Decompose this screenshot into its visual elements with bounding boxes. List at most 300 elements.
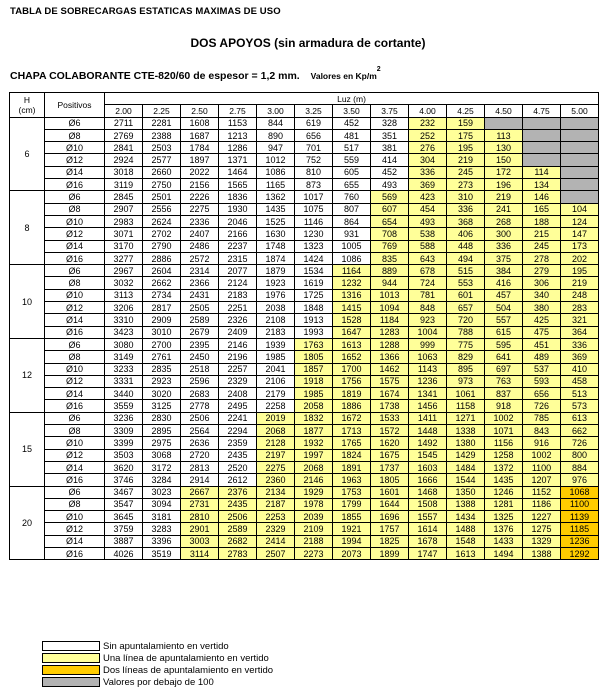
value-cell: 215 — [523, 228, 561, 240]
value-cell: 1985 — [257, 351, 295, 363]
tie-cell: Ø6 — [45, 338, 105, 350]
tie-cell: Ø6 — [45, 117, 105, 129]
table-row — [10, 425, 599, 437]
span-header-cell: 2.50 — [181, 105, 219, 117]
value-cell — [561, 166, 599, 178]
value-cell: 3503 — [105, 449, 143, 461]
value-cell: 1002 — [485, 412, 523, 424]
value-cell: 569 — [371, 191, 409, 203]
value-cell: 1380 — [447, 437, 485, 449]
value-cell: 1494 — [485, 547, 523, 559]
value-cell: 2275 — [181, 203, 219, 215]
value-cell: 2667 — [181, 486, 219, 498]
table-row — [10, 388, 599, 400]
value-cell: 2923 — [143, 375, 181, 387]
value-cell: 1891 — [333, 461, 371, 473]
value-cell: 807 — [333, 203, 371, 215]
value-cell: 2068 — [295, 461, 333, 473]
value-cell: 1700 — [333, 363, 371, 375]
value-cell: 2187 — [257, 498, 295, 510]
value-cell: 1756 — [333, 375, 371, 387]
value-cell: 1528 — [333, 314, 371, 326]
value-cell: 918 — [485, 400, 523, 412]
value-cell: 844 — [257, 117, 295, 129]
value-cell: 678 — [409, 265, 447, 277]
table-row — [10, 265, 599, 277]
value-cell: 724 — [409, 277, 447, 289]
value-cell: 457 — [485, 289, 523, 301]
table-row — [10, 523, 599, 535]
value-cell: 2761 — [143, 351, 181, 363]
value-cell: 1411 — [409, 412, 447, 424]
value-cell: 3125 — [143, 400, 181, 412]
value-cell: 3467 — [105, 486, 143, 498]
value-cell: 172 — [485, 166, 523, 178]
table-row — [10, 203, 599, 215]
value-cell: 147 — [561, 228, 599, 240]
value-cell: 2486 — [181, 240, 219, 252]
value-cell: 273 — [447, 179, 485, 191]
value-cell: 2596 — [181, 375, 219, 387]
value-cell: 2038 — [257, 302, 295, 314]
value-cell: 2073 — [333, 547, 371, 559]
value-cell: 643 — [409, 252, 447, 264]
value-cell: 2909 — [143, 314, 181, 326]
value-cell: 1362 — [257, 191, 295, 203]
value-cell: 1013 — [371, 289, 409, 301]
value-cell: 2783 — [219, 547, 257, 559]
value-cell: 2679 — [181, 326, 219, 338]
value-cell: 1068 — [561, 486, 599, 498]
value-cell: 2845 — [105, 191, 143, 203]
table-row — [10, 314, 599, 326]
value-cell: 3519 — [143, 547, 181, 559]
tie-cell: Ø16 — [45, 547, 105, 559]
table-row — [10, 277, 599, 289]
tie-cell: Ø10 — [45, 215, 105, 227]
value-cell: 1388 — [523, 547, 561, 559]
value-cell: 104 — [561, 203, 599, 215]
value-cell: 760 — [333, 191, 371, 203]
table-row — [10, 302, 599, 314]
value-cell: 195 — [561, 265, 599, 277]
value-cell: 2769 — [105, 129, 143, 141]
value-cell: 553 — [447, 277, 485, 289]
value-cell: 1435 — [485, 474, 523, 486]
value-cell: 1462 — [371, 363, 409, 375]
units-note — [310, 66, 381, 81]
value-cell: 1678 — [409, 535, 447, 547]
value-cell: 493 — [371, 179, 409, 191]
table-row — [10, 117, 599, 129]
value-cell: 1765 — [333, 437, 371, 449]
span-header-cell: 4.25 — [447, 105, 485, 117]
value-cell: 2612 — [219, 474, 257, 486]
value-cell: 3068 — [143, 449, 181, 461]
value-cell: 2395 — [181, 338, 219, 350]
value-cell: 2983 — [105, 215, 143, 227]
value-cell: 2241 — [219, 412, 257, 424]
document-subtitle — [10, 66, 381, 82]
value-cell: 513 — [561, 388, 599, 400]
tie-cell: Ø12 — [45, 449, 105, 461]
value-cell: 619 — [295, 117, 333, 129]
value-cell: 788 — [447, 326, 485, 338]
value-cell: 1963 — [333, 474, 371, 486]
value-cell: 351 — [371, 129, 409, 141]
tie-cell: Ø10 — [45, 363, 105, 375]
value-cell: 2046 — [219, 215, 257, 227]
value-cell — [523, 129, 561, 141]
value-cell: 1372 — [485, 461, 523, 473]
value-cell: 2886 — [143, 252, 181, 264]
value-cell: 3023 — [143, 486, 181, 498]
value-cell: 1281 — [485, 498, 523, 510]
value-cell: 1236 — [561, 535, 599, 547]
value-cell: 1620 — [371, 437, 409, 449]
value-cell: 2520 — [219, 461, 257, 473]
value-cell: 1094 — [371, 302, 409, 314]
value-cell: 2294 — [219, 425, 257, 437]
table-row — [10, 129, 599, 141]
table-row — [10, 215, 599, 227]
tie-cell: Ø12 — [45, 154, 105, 166]
value-cell: 2734 — [143, 289, 181, 301]
value-cell: 1652 — [333, 351, 371, 363]
value-cell: 1415 — [333, 302, 371, 314]
value-cell: 2975 — [143, 437, 181, 449]
value-cell: 2077 — [219, 265, 257, 277]
value-cell: 559 — [333, 154, 371, 166]
value-cell: 1071 — [485, 425, 523, 437]
value-cell: 2188 — [295, 535, 333, 547]
value-cell — [485, 117, 523, 129]
value-cell: 2817 — [143, 302, 181, 314]
value-cell: 3310 — [105, 314, 143, 326]
value-cell: 252 — [409, 129, 447, 141]
value-cell: 219 — [485, 191, 523, 203]
value-cell: 414 — [371, 154, 409, 166]
value-cell: 1805 — [371, 474, 409, 486]
value-cell: 328 — [371, 117, 409, 129]
value-cell: 785 — [523, 412, 561, 424]
value-cell: 1565 — [219, 179, 257, 191]
value-cell: 454 — [409, 203, 447, 215]
table-row — [10, 166, 599, 178]
table-row — [10, 400, 599, 412]
value-cell — [561, 179, 599, 191]
value-cell: 1819 — [333, 388, 371, 400]
legend-item — [42, 676, 273, 688]
tie-cell: Ø16 — [45, 252, 105, 264]
value-cell: 2109 — [295, 523, 333, 535]
value-cell: 1341 — [409, 388, 447, 400]
value-cell: 369 — [561, 351, 599, 363]
value-cell: 124 — [561, 215, 599, 227]
value-cell: 1271 — [447, 412, 485, 424]
value-cell: 1292 — [561, 547, 599, 559]
value-cell: 321 — [561, 314, 599, 326]
tie-cell: Ø14 — [45, 535, 105, 547]
table-row — [10, 498, 599, 510]
value-cell: 146 — [523, 191, 561, 203]
header-h — [10, 93, 45, 118]
value-cell: 657 — [447, 302, 485, 314]
value-cell: 3399 — [105, 437, 143, 449]
table-row — [10, 412, 599, 424]
value-cell: 2507 — [257, 547, 295, 559]
value-cell: 1433 — [485, 535, 523, 547]
value-cell: 2058 — [295, 400, 333, 412]
tie-cell: Ø14 — [45, 314, 105, 326]
value-cell: 2258 — [257, 400, 295, 412]
value-cell: 2134 — [257, 486, 295, 498]
value-cell: 1608 — [181, 117, 219, 129]
value-cell: 1877 — [295, 425, 333, 437]
value-cell: 2895 — [143, 425, 181, 437]
tie-cell: Ø6 — [45, 265, 105, 277]
value-cell: 537 — [523, 363, 561, 375]
table-row — [10, 375, 599, 387]
value-cell: 1288 — [371, 338, 409, 350]
tie-cell: Ø12 — [45, 302, 105, 314]
value-cell: 2683 — [181, 388, 219, 400]
value-cell: 1004 — [409, 326, 447, 338]
value-cell: 380 — [523, 302, 561, 314]
value-cell: 1100 — [523, 461, 561, 473]
value-cell: 1993 — [295, 326, 333, 338]
value-cell — [523, 154, 561, 166]
value-cell: 1186 — [523, 498, 561, 510]
value-cell — [561, 191, 599, 203]
legend-swatch — [42, 677, 100, 687]
value-cell: 1086 — [257, 166, 295, 178]
value-cell: 2624 — [143, 215, 181, 227]
value-cell: 3887 — [105, 535, 143, 547]
tie-cell: Ø6 — [45, 191, 105, 203]
value-cell: 1464 — [219, 166, 257, 178]
tie-cell: Ø10 — [45, 511, 105, 523]
legend-label: Sin apuntalamiento en vertido — [103, 640, 229, 652]
value-cell: 3277 — [105, 252, 143, 264]
legend-swatch — [42, 653, 100, 663]
value-cell: 701 — [295, 142, 333, 154]
value-cell: 1747 — [409, 547, 447, 559]
value-cell: 1164 — [333, 265, 371, 277]
value-cell: 481 — [333, 129, 371, 141]
value-cell: 1434 — [447, 511, 485, 523]
value-cell — [523, 117, 561, 129]
value-cell: 336 — [561, 338, 599, 350]
value-cell: 2251 — [219, 302, 257, 314]
value-cell: 2505 — [181, 302, 219, 314]
value-cell: 3018 — [105, 166, 143, 178]
table-row — [10, 437, 599, 449]
value-cell: 1614 — [409, 523, 447, 535]
value-cell: 1207 — [523, 474, 561, 486]
value-cell: 448 — [447, 240, 485, 252]
value-cell: 810 — [295, 166, 333, 178]
value-cell: 916 — [523, 437, 561, 449]
value-cell: 2835 — [143, 363, 181, 375]
value-cell: 1757 — [371, 523, 409, 535]
value-cell: 493 — [409, 215, 447, 227]
value-cell: 873 — [295, 179, 333, 191]
value-cell: 605 — [333, 166, 371, 178]
value-cell: 2564 — [181, 425, 219, 437]
value-cell: 202 — [561, 252, 599, 264]
legend-label: Valores por debajo de 100 — [103, 676, 214, 688]
value-cell: 2237 — [219, 240, 257, 252]
value-cell: 1350 — [447, 486, 485, 498]
value-cell: 931 — [333, 228, 371, 240]
value-cell: 2388 — [143, 129, 181, 141]
subtitle-text: CHAPA COLABORANTE CTE-820/60 de espesor = 1,2 mm. — [10, 70, 300, 82]
value-cell: 1825 — [371, 535, 409, 547]
value-cell: 2019 — [257, 412, 295, 424]
value-cell: 2702 — [143, 228, 181, 240]
value-cell: 656 — [523, 388, 561, 400]
value-cell: 1232 — [333, 277, 371, 289]
value-cell: 2813 — [181, 461, 219, 473]
value-cell: 1572 — [371, 425, 409, 437]
value-cell: 2022 — [181, 166, 219, 178]
tie-cell: Ø8 — [45, 498, 105, 510]
value-cell: 1978 — [295, 498, 333, 510]
value-cell: 384 — [485, 265, 523, 277]
tie-cell: Ø16 — [45, 474, 105, 486]
value-cell: 2226 — [181, 191, 219, 203]
value-cell: 2146 — [295, 474, 333, 486]
header-h-label: H — [23, 94, 31, 105]
value-cell: 2901 — [181, 523, 219, 535]
value-cell: 3423 — [105, 326, 143, 338]
units-exponent: 2 — [376, 66, 381, 73]
value-cell: 1366 — [371, 351, 409, 363]
value-cell: 2503 — [143, 142, 181, 154]
value-cell: 769 — [371, 240, 409, 252]
value-cell: 3172 — [143, 461, 181, 473]
value-cell: 1213 — [219, 129, 257, 141]
value-cell: 3032 — [105, 277, 143, 289]
tie-cell: Ø10 — [45, 142, 105, 154]
value-cell: 1666 — [409, 474, 447, 486]
value-cell: 1184 — [371, 314, 409, 326]
value-cell: 2589 — [219, 523, 257, 535]
value-cell: 613 — [561, 412, 599, 424]
value-cell: 3206 — [105, 302, 143, 314]
value-cell: 1325 — [485, 511, 523, 523]
value-cell: 2830 — [143, 412, 181, 424]
value-cell: 1805 — [295, 351, 333, 363]
value-cell: 2409 — [219, 326, 257, 338]
value-cell: 2329 — [219, 375, 257, 387]
value-cell: 829 — [447, 351, 485, 363]
value-cell: 2156 — [181, 179, 219, 191]
value-cell: 475 — [523, 326, 561, 338]
value-cell: 726 — [561, 437, 599, 449]
value-cell: 1897 — [181, 154, 219, 166]
units-text: Valores en Kp/m — [310, 71, 377, 81]
value-cell: 410 — [561, 363, 599, 375]
value-cell: 1544 — [447, 474, 485, 486]
value-cell: 2257 — [219, 363, 257, 375]
value-cell: 2106 — [257, 375, 295, 387]
value-cell: 2431 — [181, 289, 219, 301]
value-cell: 2506 — [181, 412, 219, 424]
value-cell: 2041 — [257, 363, 295, 375]
value-cell: 3080 — [105, 338, 143, 350]
value-cell: 3547 — [105, 498, 143, 510]
tie-cell: Ø6 — [45, 486, 105, 498]
value-cell: 1696 — [371, 511, 409, 523]
value-cell: 2660 — [143, 166, 181, 178]
value-cell: 130 — [485, 142, 523, 154]
span-header-cell: 3.50 — [333, 105, 371, 117]
value-cell: 1533 — [371, 412, 409, 424]
value-cell: 1939 — [257, 338, 295, 350]
value-cell: 835 — [371, 252, 409, 264]
tie-cell: Ø10 — [45, 289, 105, 301]
table-row — [10, 363, 599, 375]
value-cell: 2731 — [181, 498, 219, 510]
span-header-cell: 4.75 — [523, 105, 561, 117]
value-cell: 2662 — [143, 277, 181, 289]
value-cell: 837 — [485, 388, 523, 400]
span-header-cell: 3.75 — [371, 105, 409, 117]
value-cell: 2450 — [181, 351, 219, 363]
value-cell: 2967 — [105, 265, 143, 277]
value-cell: 1156 — [485, 437, 523, 449]
value-cell: 2572 — [181, 252, 219, 264]
value-cell: 1874 — [257, 252, 295, 264]
value-cell: 2281 — [143, 117, 181, 129]
value-cell: 1857 — [295, 363, 333, 375]
value-cell: 1338 — [447, 425, 485, 437]
value-cell: 175 — [447, 129, 485, 141]
value-cell: 1753 — [333, 486, 371, 498]
value-cell: 1424 — [295, 252, 333, 264]
span-header-cell: 4.00 — [409, 105, 447, 117]
value-cell: 3094 — [143, 498, 181, 510]
value-cell: 134 — [523, 179, 561, 191]
value-cell: 2275 — [257, 461, 295, 473]
value-cell: 752 — [295, 154, 333, 166]
header-ties: Positivos — [45, 93, 105, 118]
value-cell: 775 — [447, 338, 485, 350]
value-cell: 708 — [371, 228, 409, 240]
value-cell: 573 — [561, 400, 599, 412]
value-cell: 3010 — [143, 326, 181, 338]
value-cell: 369 — [409, 179, 447, 191]
value-cell: 1316 — [333, 289, 371, 301]
value-cell: 3559 — [105, 400, 143, 412]
value-cell: 1930 — [219, 203, 257, 215]
value-cell — [561, 154, 599, 166]
value-cell: 641 — [485, 351, 523, 363]
tie-cell: Ø16 — [45, 326, 105, 338]
value-cell: 375 — [485, 252, 523, 264]
value-cell: 3746 — [105, 474, 143, 486]
tie-cell: Ø16 — [45, 179, 105, 191]
table-row — [10, 289, 599, 301]
value-cell: 2810 — [181, 511, 219, 523]
value-cell: 2124 — [219, 277, 257, 289]
value-cell: 3645 — [105, 511, 143, 523]
value-cell: 452 — [333, 117, 371, 129]
value-cell: 1061 — [447, 388, 485, 400]
value-cell: 196 — [485, 179, 523, 191]
